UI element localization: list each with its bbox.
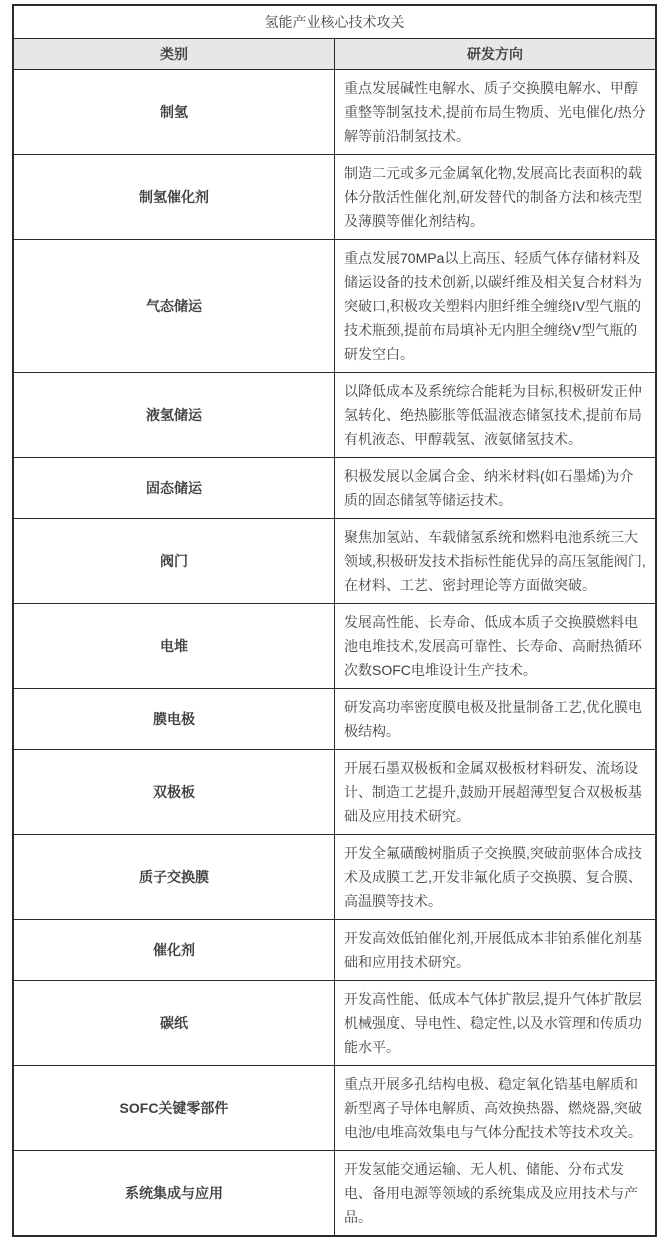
category-cell: 液氢储运 bbox=[13, 373, 335, 458]
category-cell: 制氢 bbox=[13, 70, 335, 155]
header-row bbox=[13, 39, 656, 70]
title-row bbox=[13, 5, 656, 39]
category-cell: 固态储运 bbox=[13, 458, 335, 519]
table-row bbox=[13, 1066, 656, 1151]
category-cell: 系统集成与应用 bbox=[13, 1151, 335, 1237]
table-row bbox=[13, 604, 656, 689]
table-row bbox=[13, 519, 656, 604]
category-cell: 催化剂 bbox=[13, 920, 335, 981]
table-row bbox=[13, 1151, 656, 1237]
table-row bbox=[13, 240, 656, 373]
direction-cell: 重点发展碱性电解水、质子交换膜电解水、甲醇重整等制氢技术,提前布局生物质、光电催化/热分解等前沿制氢技术。 bbox=[335, 70, 657, 155]
category-cell: 膜电极 bbox=[13, 689, 335, 750]
table-row bbox=[13, 920, 656, 981]
category-cell: 碳纸 bbox=[13, 981, 335, 1066]
direction-cell: 研发高功率密度膜电极及批量制备工艺,优化膜电极结构。 bbox=[335, 689, 657, 750]
table-row bbox=[13, 835, 656, 920]
direction-cell: 重点开展多孔结构电极、稳定氧化锆基电解质和新型离子导体电解质、高效换热器、燃烧器,突破电池/电堆高效集电与气体分配技术等技术攻关。 bbox=[335, 1066, 657, 1151]
direction-cell: 积极发展以金属合金、纳米材料(如石墨烯)为介质的固态储氢等储运技术。 bbox=[335, 458, 657, 519]
table-row bbox=[13, 981, 656, 1066]
table-row bbox=[13, 458, 656, 519]
direction-cell: 重点发展70MPa以上高压、轻质气体存储材料及储运设备的技术创新,以碳纤维及相关复合材料为突破口,积极攻关塑料内胆纤维全缠绕IV型气瓶的技术瓶颈,提前布局填补无内胆全缠绕V型气瓶的研发空白。 bbox=[335, 240, 657, 373]
category-cell: SOFC关键零部件 bbox=[13, 1066, 335, 1151]
hydrogen-tech-table bbox=[12, 4, 657, 1237]
category-cell: 制氢催化剂 bbox=[13, 155, 335, 240]
direction-cell: 开发全氟磺酸树脂质子交换膜,突破前驱体合成技术及成膜工艺,开发非氟化质子交换膜、复合膜、高温膜等技术。 bbox=[335, 835, 657, 920]
table-row bbox=[13, 155, 656, 240]
direction-cell: 开展石墨双极板和金属双极板材料研发、流场设计、制造工艺提升,鼓励开展超薄型复合双极板基础及应用技术研究。 bbox=[335, 750, 657, 835]
table-title: 氢能产业核心技术攻关 bbox=[13, 5, 656, 39]
table-row bbox=[13, 70, 656, 155]
category-cell: 双极板 bbox=[13, 750, 335, 835]
column-header-category: 类别 bbox=[13, 39, 335, 70]
direction-cell: 制造二元或多元金属氧化物,发展高比表面积的载体分散活性催化剂,研发替代的制备方法和核壳型及薄膜等催化剂结构。 bbox=[335, 155, 657, 240]
table-row bbox=[13, 689, 656, 750]
direction-cell: 聚焦加氢站、车载储氢系统和燃料电池系统三大领域,积极研发技术指标性能优异的高压氢能阀门,在材料、工艺、密封理论等方面做突破。 bbox=[335, 519, 657, 604]
direction-cell: 开发高效低铂催化剂,开展低成本非铂系催化剂基础和应用技术研究。 bbox=[335, 920, 657, 981]
direction-cell: 开发氢能交通运输、无人机、储能、分布式发电、备用电源等领域的系统集成及应用技术与产品。 bbox=[335, 1151, 657, 1237]
direction-cell: 发展高性能、长寿命、低成本质子交换膜燃料电池电堆技术,发展高可靠性、长寿命、高耐热循环次数SOFC电堆设计生产技术。 bbox=[335, 604, 657, 689]
category-cell: 电堆 bbox=[13, 604, 335, 689]
table-row bbox=[13, 373, 656, 458]
category-cell: 气态储运 bbox=[13, 240, 335, 373]
category-cell: 质子交换膜 bbox=[13, 835, 335, 920]
column-header-direction: 研发方向 bbox=[335, 39, 657, 70]
table-row bbox=[13, 750, 656, 835]
direction-cell: 以降低成本及系统综合能耗为目标,积极研发正仲氢转化、绝热膨胀等低温液态储氢技术,提前布局有机液态、甲醇载氢、液氨储氢技术。 bbox=[335, 373, 657, 458]
direction-cell: 开发高性能、低成本气体扩散层,提升气体扩散层机械强度、导电性、稳定性,以及水管理和传质功能水平。 bbox=[335, 981, 657, 1066]
category-cell: 阀门 bbox=[13, 519, 335, 604]
